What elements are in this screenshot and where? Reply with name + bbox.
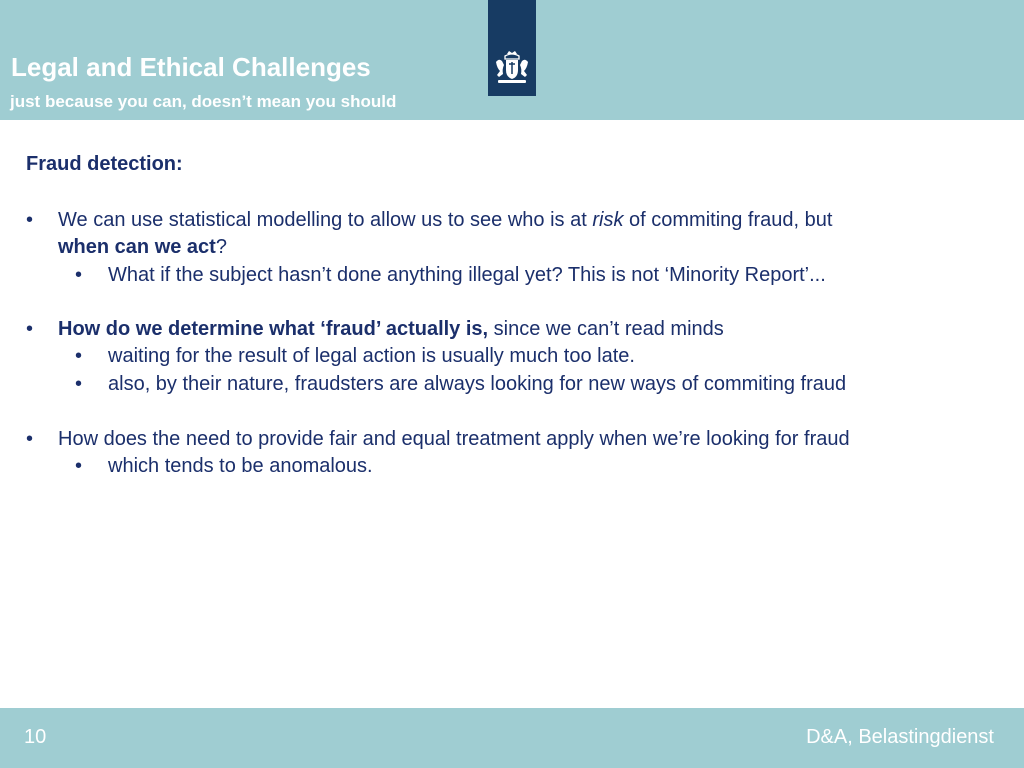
page-number: 10	[24, 726, 47, 748]
footer-bar	[0, 708, 1024, 768]
sub-bullet-text: What if the subject hasn’t done anything illegal yet? This is not ‘Minority Report’...	[108, 264, 826, 286]
sub-bullet-icon: •	[75, 345, 83, 367]
section-heading: Fraud detection:	[26, 153, 183, 175]
logo-banner	[488, 0, 536, 96]
header-bar	[0, 0, 1024, 120]
sub-bullet-text: also, by their nature, fraudsters are always looking for new ways of commiting fraud	[108, 373, 847, 395]
royal-coat-of-arms-icon	[490, 50, 534, 86]
slide-subtitle: just because you can, doesn’t mean you should	[10, 92, 397, 111]
bullet-icon: •	[26, 428, 34, 450]
bullet-text: How does the need to provide fair and equal treatment apply when we’re looking for fraud	[58, 428, 850, 450]
bullet-text	[58, 318, 724, 341]
bullet-icon: •	[26, 209, 34, 231]
bullet-text-part: We can use statistical modelling to allow us to see who is at	[58, 209, 593, 231]
sub-bullet-icon: •	[75, 455, 83, 477]
sub-bullet-text: waiting for the result of legal action is usually much too late.	[108, 345, 635, 367]
bold-phrase: when can we act	[58, 236, 216, 258]
organization-label: D&A, Belastingdienst	[806, 726, 994, 748]
bullet-text	[58, 209, 832, 232]
emphasis-risk: risk	[592, 209, 624, 231]
bullet-text-part: of commiting fraud, but	[623, 209, 833, 231]
question-mark: ?	[215, 236, 227, 258]
bullet-text-continuation	[58, 236, 227, 259]
sub-bullet-text: which tends to be anomalous.	[108, 455, 373, 477]
bold-phrase: How do we determine what ‘fraud’ actually is,	[58, 318, 489, 340]
sub-bullet-icon: •	[75, 264, 83, 286]
bullet-icon: •	[26, 318, 34, 340]
sub-bullet-icon: •	[75, 373, 83, 395]
bullet-text-part: since we can’t read minds	[488, 318, 724, 340]
slide-title: Legal and Ethical Challenges	[11, 52, 371, 82]
